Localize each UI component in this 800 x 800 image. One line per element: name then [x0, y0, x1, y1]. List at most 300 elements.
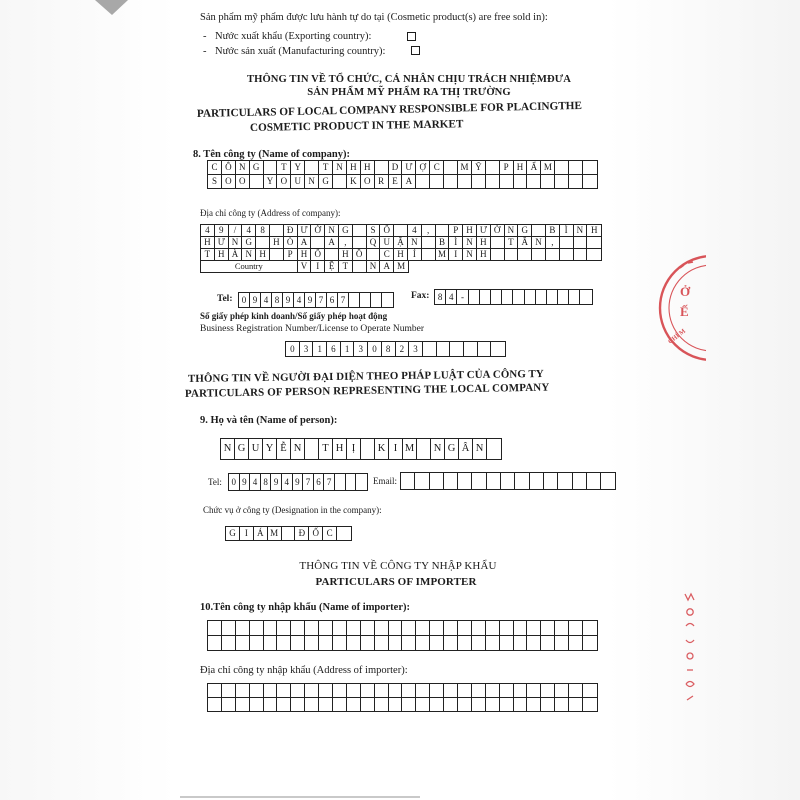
grid-cell: 1	[341, 342, 355, 356]
grid-cell	[361, 636, 375, 650]
grid-cell: G	[339, 225, 353, 236]
grid-cell: R	[375, 175, 389, 188]
grid-cell	[401, 473, 415, 489]
grid-cell	[422, 249, 436, 260]
grid-cell	[361, 439, 375, 459]
grid-cell	[333, 175, 347, 188]
grid-cell	[222, 684, 236, 697]
grid-cell	[222, 698, 236, 711]
grid-cell: T	[319, 161, 333, 174]
grid-cell	[478, 342, 492, 356]
grid-cell	[282, 527, 296, 540]
grid-cell	[500, 175, 514, 188]
grid-cell: Ì	[449, 237, 463, 248]
grid-cell: S	[367, 225, 381, 236]
grid-cell	[367, 249, 381, 260]
grid-cell: N	[473, 439, 487, 459]
grid-cell: S	[208, 175, 222, 188]
grid-cell: Q	[367, 237, 381, 248]
free-sale-intro: Sản phẩm mỹ phẩm được lưu hành tự do tại (Cosmetic product(s) are free sold in):	[200, 12, 548, 23]
grid-cell: T	[201, 249, 215, 260]
grid-cell	[472, 698, 486, 711]
grid-cell	[444, 161, 458, 174]
grid-cell	[480, 290, 491, 304]
grid-cell: N	[333, 161, 347, 174]
grid-cell	[444, 621, 458, 635]
grid-cell	[250, 621, 264, 635]
grid-cell	[527, 698, 541, 711]
grid-cell: H	[394, 249, 408, 260]
designation-grid	[225, 526, 352, 541]
grid-cell: Ờ	[311, 225, 325, 236]
grid-cell: M	[458, 161, 472, 174]
importer-heading-en: PARTICULARS OF IMPORTER	[315, 576, 477, 588]
grid-cell: Ư	[298, 225, 312, 236]
grid-cell	[558, 290, 569, 304]
grid-cell	[356, 474, 367, 490]
grid-cell	[514, 175, 528, 188]
grid-cell: 2	[396, 342, 410, 356]
grid-cell	[491, 290, 502, 304]
grid-cell	[601, 473, 615, 489]
grid-cell	[423, 342, 437, 356]
grid-cell	[583, 175, 597, 188]
grid-cell: 4	[294, 293, 305, 307]
grid-cell: H	[298, 249, 312, 260]
grid-cell	[264, 161, 278, 174]
grid-cell	[518, 249, 532, 260]
grid-cell	[291, 621, 305, 635]
grid-cell: N	[408, 237, 422, 248]
grid-cell: N	[431, 439, 445, 459]
person-email-label: Email:	[373, 476, 397, 486]
grid-cell	[208, 698, 222, 711]
grid-cell: Y	[264, 175, 278, 188]
grid-cell	[337, 527, 351, 540]
grid-cell: Ô	[222, 161, 236, 174]
grid-cell	[375, 621, 389, 635]
grid-cell	[430, 684, 444, 697]
grid-cell: H	[347, 161, 361, 174]
grid-cell: 7	[316, 293, 327, 307]
grid-cell: 8	[435, 290, 446, 304]
grid-cell: H	[201, 237, 215, 248]
grid-cell	[347, 636, 361, 650]
grid-cell: 4	[282, 474, 293, 490]
grid-cell	[541, 175, 555, 188]
grid-cell: 4	[446, 290, 457, 304]
grid-cell: A	[298, 237, 312, 248]
grid-cell: B	[436, 237, 450, 248]
grid-cell	[444, 698, 458, 711]
grid-cell	[333, 684, 347, 697]
grid-cell: C	[323, 527, 337, 540]
person-email-grid	[400, 472, 616, 490]
grid-cell	[491, 237, 505, 248]
grid-cell	[347, 698, 361, 711]
grid-cell	[458, 473, 472, 489]
grid-cell	[389, 698, 403, 711]
grid-cell	[416, 698, 430, 711]
grid-cell	[558, 473, 572, 489]
grid-cell: 1	[313, 342, 327, 356]
grid-cell	[389, 636, 403, 650]
grid-cell	[569, 290, 580, 304]
grid-cell: 3	[354, 342, 368, 356]
grid-cell: T	[277, 161, 291, 174]
grid-cell: 3	[300, 342, 314, 356]
grid-cell	[264, 684, 278, 697]
grid-cell	[402, 621, 416, 635]
grid-cell: 0	[368, 342, 382, 356]
grid-cell	[505, 249, 519, 260]
grid-cell	[501, 473, 515, 489]
person-name-grid	[220, 438, 502, 460]
grid-cell: Â	[518, 237, 532, 248]
local-company-heading-vi-2: SẢN PHẨM MỸ PHẨM RA THỊ TRƯỜNG	[307, 87, 511, 98]
grid-cell: E	[389, 175, 403, 188]
grid-cell: T	[339, 261, 353, 272]
grid-cell: C	[430, 161, 444, 174]
company-fax-label: Fax:	[411, 291, 430, 301]
grid-cell: H	[463, 225, 477, 236]
grid-cell	[573, 473, 587, 489]
grid-cell	[555, 175, 569, 188]
grid-cell	[458, 698, 472, 711]
grid-cell: O	[236, 175, 250, 188]
grid-cell	[458, 684, 472, 697]
grid-cell: N	[367, 261, 381, 272]
grid-cell: N	[574, 225, 588, 236]
grid-cell	[305, 684, 319, 697]
grid-cell	[450, 342, 464, 356]
grid-cell	[236, 684, 250, 697]
bullet-dash: -	[203, 31, 207, 42]
grid-cell	[256, 237, 270, 248]
grid-cell	[291, 684, 305, 697]
grid-cell: 9	[250, 293, 261, 307]
grid-cell	[305, 698, 319, 711]
person-tel-grid	[228, 473, 368, 491]
designation-label: Chức vụ ở công ty (Designation in the company):	[203, 505, 382, 515]
grid-cell: Y	[263, 439, 277, 459]
grid-cell: O	[277, 175, 291, 188]
grid-cell: 9	[283, 293, 294, 307]
grid-cell: Í	[408, 249, 422, 260]
grid-cell: N	[463, 249, 477, 260]
local-company-heading-vi-1: THÔNG TIN VỀ TỔ CHỨC, CÁ NHÂN CHỊU TRÁCH NHIỆMĐƯA	[246, 74, 572, 85]
grid-cell	[319, 684, 333, 697]
grid-cell	[544, 473, 558, 489]
importer-address-label: Địa chỉ công ty nhập khẩu (Address of importer):	[200, 665, 408, 676]
grid-cell	[361, 621, 375, 635]
grid-cell: Ư	[215, 237, 229, 248]
local-company-heading-en-1: PARTICULARS OF LOCAL COMPANY RESPONSIBLE FOR PLACINGTHE	[196, 99, 583, 120]
grid-cell: Ỹ	[472, 161, 486, 174]
grid-cell	[291, 636, 305, 650]
grid-cell: D	[389, 161, 403, 174]
grid-cell: O	[361, 175, 375, 188]
grid-cell	[541, 636, 555, 650]
grid-cell: G	[226, 527, 240, 540]
grid-cell	[436, 225, 450, 236]
grid-cell: 4	[261, 293, 272, 307]
grid-cell	[469, 290, 480, 304]
grid-cell	[277, 621, 291, 635]
grid-cell	[464, 342, 478, 356]
grid-cell	[569, 621, 583, 635]
grid-cell	[486, 636, 500, 650]
license-number-grid	[285, 341, 506, 357]
grid-cell	[375, 161, 389, 174]
grid-cell	[555, 636, 569, 650]
grid-cell	[325, 249, 339, 260]
grid-cell	[583, 684, 597, 697]
grid-cell	[437, 342, 451, 356]
grid-cell: T	[319, 439, 333, 459]
grid-cell	[236, 636, 250, 650]
grid-cell	[486, 161, 500, 174]
grid-cell	[514, 684, 528, 697]
grid-cell: 6	[327, 293, 338, 307]
grid-cell: N	[229, 237, 243, 248]
grid-cell: Ễ	[277, 439, 291, 459]
grid-cell: U	[380, 237, 394, 248]
grid-cell: M	[403, 439, 417, 459]
grid-cell: Ư	[402, 161, 416, 174]
grid-cell	[236, 698, 250, 711]
grid-cell: T	[505, 237, 519, 248]
grid-cell	[444, 684, 458, 697]
grid-cell	[532, 249, 546, 260]
grid-cell	[333, 698, 347, 711]
grid-cell: G	[445, 439, 459, 459]
grid-cell: Ậ	[394, 237, 408, 248]
grid-cell	[487, 439, 501, 459]
grid-cell	[532, 225, 546, 236]
grid-cell: I	[389, 439, 403, 459]
importer-address-grid-row-1	[207, 683, 598, 698]
grid-cell: H	[477, 237, 491, 248]
grid-cell: 8	[272, 293, 283, 307]
grid-cell	[514, 621, 528, 635]
grid-cell	[389, 684, 403, 697]
grid-cell	[250, 698, 264, 711]
grid-cell: A	[402, 175, 416, 188]
company-name-grid-row-2	[207, 174, 598, 189]
grid-cell	[486, 175, 500, 188]
grid-cell: 9	[215, 225, 229, 236]
grid-cell: 6	[327, 342, 341, 356]
grid-cell	[430, 473, 444, 489]
grid-cell: 6	[314, 474, 325, 490]
grid-cell	[587, 249, 601, 260]
grid-cell	[222, 621, 236, 635]
grid-cell	[417, 439, 431, 459]
grid-cell: Ố	[311, 249, 325, 260]
manufacturing-country-label: Nước sản xuất (Manufacturing country):	[215, 46, 386, 57]
grid-cell	[458, 636, 472, 650]
grid-cell	[333, 621, 347, 635]
grid-cell: M	[436, 249, 450, 260]
grid-cell	[527, 636, 541, 650]
grid-cell: B	[546, 225, 560, 236]
grid-cell: Ư	[477, 225, 491, 236]
grid-cell	[319, 621, 333, 635]
grid-cell: 0	[239, 293, 250, 307]
grid-cell	[349, 293, 360, 307]
company-tel-grid	[238, 292, 394, 308]
grid-cell	[583, 161, 597, 174]
bullet-dash: -	[203, 46, 207, 57]
grid-cell	[416, 175, 430, 188]
grid-cell	[416, 621, 430, 635]
grid-cell: Ố	[380, 225, 394, 236]
stamp-fragment: CHÍ M	[666, 327, 688, 346]
grid-cell	[547, 290, 558, 304]
grid-cell: N	[305, 175, 319, 188]
grid-cell: Ẩ	[527, 161, 541, 174]
grid-cell: C	[380, 249, 394, 260]
grid-cell	[569, 684, 583, 697]
grid-cell	[472, 684, 486, 697]
grid-cell: 4	[242, 225, 256, 236]
grid-cell	[487, 473, 501, 489]
grid-cell	[319, 636, 333, 650]
grid-cell: G	[518, 225, 532, 236]
grid-cell: 7	[303, 474, 314, 490]
grid-cell	[208, 621, 222, 635]
grid-cell	[430, 621, 444, 635]
grid-cell	[530, 473, 544, 489]
grid-cell: 9	[305, 293, 316, 307]
grid-cell	[560, 249, 574, 260]
grid-cell	[250, 636, 264, 650]
grid-cell: 8	[261, 474, 272, 490]
grid-cell: /	[229, 225, 243, 236]
grid-cell	[502, 290, 513, 304]
grid-cell: 7	[324, 474, 335, 490]
grid-cell	[527, 621, 541, 635]
grid-cell	[555, 621, 569, 635]
grid-cell	[277, 698, 291, 711]
grid-cell: H	[270, 237, 284, 248]
grid-cell: P	[500, 161, 514, 174]
grid-cell: P	[449, 225, 463, 236]
grid-cell	[430, 636, 444, 650]
country-label: Country	[201, 261, 298, 272]
importer-name-label: 10.Tên công ty nhập khẩu (Name of importer):	[200, 602, 410, 613]
stamp-bleed-marks	[682, 590, 698, 708]
grid-cell: A	[380, 261, 394, 272]
grid-cell	[422, 237, 436, 248]
grid-cell	[515, 473, 529, 489]
grid-cell: Ì	[560, 225, 574, 236]
grid-cell: H	[514, 161, 528, 174]
grid-cell	[527, 684, 541, 697]
grid-cell	[514, 698, 528, 711]
grid-cell: 0	[229, 474, 240, 490]
stamp-fragment: Ế	[680, 304, 689, 319]
grid-cell: N	[221, 439, 235, 459]
grid-cell	[583, 621, 597, 635]
grid-cell	[486, 684, 500, 697]
grid-cell: Ồ	[353, 249, 367, 260]
grid-cell	[541, 621, 555, 635]
grid-cell: I	[311, 261, 325, 272]
local-company-heading-en-2: COSMETIC PRODUCT IN THE MARKET	[249, 118, 464, 134]
grid-cell	[353, 225, 367, 236]
grid-cell: U	[291, 175, 305, 188]
company-tel-label: Tel:	[217, 294, 233, 304]
representative-heading-vi: THÔNG TIN VỀ NGƯỜI ĐẠI DIỆN THEO PHÁP LUẬT CỦA CÔNG TY	[187, 368, 544, 385]
grid-cell	[583, 698, 597, 711]
company-country-grid-row	[200, 260, 409, 273]
grid-cell	[264, 698, 278, 711]
grid-cell	[569, 175, 583, 188]
importer-address-grid-row-2	[207, 697, 598, 712]
grid-cell: Ố	[309, 527, 323, 540]
grid-cell	[270, 249, 284, 260]
grid-cell: 3	[409, 342, 423, 356]
grid-cell	[491, 249, 505, 260]
grid-cell	[360, 293, 371, 307]
grid-cell	[555, 698, 569, 711]
grid-cell: H	[477, 249, 491, 260]
grid-cell: H	[215, 249, 229, 260]
grid-cell	[402, 636, 416, 650]
grid-cell: Ờ	[491, 225, 505, 236]
grid-cell: Â	[459, 439, 473, 459]
grid-cell: 9	[240, 474, 251, 490]
grid-cell: H	[590, 225, 598, 235]
grid-cell	[250, 175, 264, 188]
grid-cell	[541, 698, 555, 711]
grid-cell	[472, 621, 486, 635]
grid-cell	[574, 249, 588, 260]
grid-cell: Ệ	[325, 261, 339, 272]
grid-cell	[472, 636, 486, 650]
grid-cell	[486, 621, 500, 635]
grid-cell	[375, 684, 389, 697]
grid-cell	[546, 249, 560, 260]
grid-cell: K	[347, 175, 361, 188]
grid-cell	[500, 636, 514, 650]
grid-cell	[361, 698, 375, 711]
grid-cell	[277, 684, 291, 697]
grid-cell: M	[268, 527, 282, 540]
grid-cell: Đ	[284, 225, 298, 236]
importer-name-grid-row-1	[207, 620, 598, 636]
grid-cell	[402, 684, 416, 697]
grid-cell	[541, 684, 555, 697]
grid-cell	[569, 698, 583, 711]
grid-cell: U	[249, 439, 263, 459]
grid-cell: ,	[546, 237, 560, 248]
grid-cell	[415, 473, 429, 489]
grid-cell	[416, 636, 430, 650]
grid-cell	[353, 261, 367, 272]
grid-cell	[525, 290, 536, 304]
grid-cell	[375, 698, 389, 711]
grid-cell: 7	[338, 293, 349, 307]
grid-cell	[208, 636, 222, 650]
grid-cell: H	[256, 249, 270, 260]
grid-cell: N	[236, 161, 250, 174]
grid-cell: G	[319, 175, 333, 188]
grid-cell: I	[449, 249, 463, 260]
grid-cell	[583, 636, 597, 650]
